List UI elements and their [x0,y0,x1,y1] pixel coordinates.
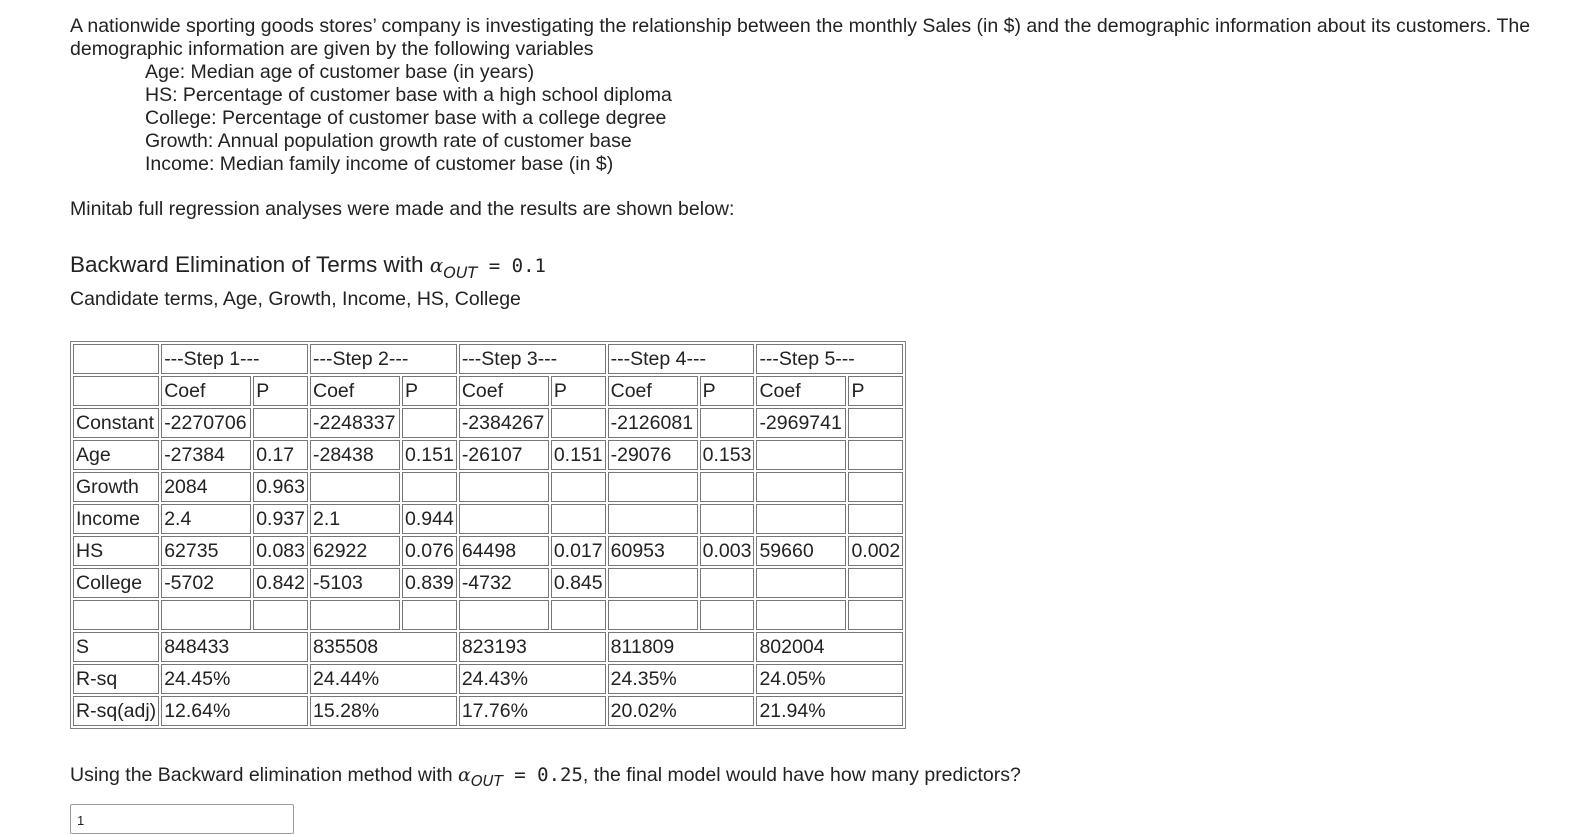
table-cell [73,600,159,630]
step-1-header: ---Step 1--- [161,344,308,374]
p-cell [700,504,755,534]
coef-cell: 62735 [161,536,251,566]
table-cell [73,344,159,374]
section-heading [70,252,546,282]
coef-cell: -2126081 [608,408,698,438]
p-cell: 0.076 [402,536,457,566]
coef-cell: -5702 [161,568,251,598]
table-cell [73,376,159,406]
table-cell [402,600,457,630]
coef-cell [608,504,698,534]
summary-cell: 15.28% [310,696,457,726]
table-row [73,536,903,566]
p-cell [848,504,903,534]
p-cell: 0.083 [253,536,308,566]
blank-row-group [73,600,903,630]
p-cell [551,408,606,438]
p-cell [848,440,903,470]
table-header-row [73,344,903,374]
table-cell [756,600,846,630]
candidate-terms: Candidate terms, Age, Growth, Income, HS, College [70,288,521,310]
table-row [73,696,903,726]
p-cell [700,408,755,438]
coef-cell: -26107 [459,440,549,470]
intro-text: A nationwide sporting goods stores’ company is investigating the relationship between the monthly Sales (in $) and the demographic information about its customers. The demographic information are given by the following variables [70,15,1531,60]
heading-text: Backward Elimination of Terms with [70,252,424,277]
p-cell [551,472,606,502]
coef-cell [756,504,846,534]
coef-label: Coef [459,376,549,406]
row-label: Growth [73,472,159,502]
row-label: R-sq(adj) [73,696,159,726]
p-cell: 0.002 [848,536,903,566]
table-row [73,600,903,630]
p-label: P [700,376,755,406]
summary-cell: 24.44% [310,664,457,694]
coef-cell [756,440,846,470]
alpha-symbol: α [458,764,471,786]
p-cell [848,568,903,598]
row-label: Age [73,440,159,470]
table-row [73,632,903,662]
p-cell: 0.944 [402,504,457,534]
question-prefix: Using the Backward elimination method with [70,764,453,786]
p-label: P [402,376,457,406]
p-cell: 0.842 [253,568,308,598]
alpha-subscript: OUT [443,263,478,282]
table-row [73,408,903,438]
table-row [73,568,903,598]
row-label: Constant [73,408,159,438]
variable-growth: Growth: Annual population growth rate of customer base [145,130,632,152]
step-2-header: ---Step 2--- [310,344,457,374]
question-suffix: , the final model would have how many predictors? [582,764,1021,786]
p-cell: 0.937 [253,504,308,534]
summary-rows [73,632,903,726]
p-cell [700,472,755,502]
summary-cell: 811809 [608,632,755,662]
p-label: P [848,376,903,406]
table-cell [700,600,755,630]
p-cell [848,472,903,502]
coef-cell [608,568,698,598]
step-3-header: ---Step 3--- [459,344,606,374]
table-cell [161,600,251,630]
coef-cell [608,472,698,502]
summary-cell: 802004 [756,632,903,662]
question [70,764,1021,790]
coef-cell [459,504,549,534]
minitab-text: Minitab full regression analyses were made and the results are shown below: [70,198,735,220]
row-label: Income [73,504,159,534]
coef-cell: 59660 [756,536,846,566]
p-cell [253,408,308,438]
table-subheader-row [73,376,903,406]
p-cell [402,472,457,502]
summary-cell: 20.02% [608,696,755,726]
p-cell: 0.151 [551,440,606,470]
row-label: R-sq [73,664,159,694]
coef-cell: -28438 [310,440,400,470]
p-cell: 0.003 [700,536,755,566]
p-cell [848,408,903,438]
coef-cell [459,472,549,502]
alpha-subscript: OUT [470,772,503,790]
p-cell: 0.017 [551,536,606,566]
summary-cell: 24.35% [608,664,755,694]
coef-label: Coef [161,376,251,406]
coef-label: Coef [608,376,698,406]
table-cell [551,600,606,630]
summary-cell: 24.05% [756,664,903,694]
coef-cell: -5103 [310,568,400,598]
summary-cell: 823193 [459,632,606,662]
summary-cell: 12.64% [161,696,308,726]
p-cell: 0.17 [253,440,308,470]
coef-cell: 2084 [161,472,251,502]
table-row [73,504,903,534]
coef-cell: -2969741 [756,408,846,438]
coef-cell: -2248337 [310,408,400,438]
table-row [73,472,903,502]
coef-cell: -29076 [608,440,698,470]
summary-cell: 17.76% [459,696,606,726]
coef-cell: -2384267 [459,408,549,438]
term-rows [73,408,903,598]
p-cell: 0.153 [700,440,755,470]
coef-cell: 60953 [608,536,698,566]
p-cell [700,568,755,598]
p-cell: 0.151 [402,440,457,470]
summary-cell: 21.94% [756,696,903,726]
row-label: S [73,632,159,662]
variable-college: College: Percentage of customer base with a college degree [145,107,667,129]
coef-label: Coef [310,376,400,406]
variable-age: Age: Median age of customer base (in years) [145,61,535,83]
table-cell [310,600,400,630]
table-cell [608,600,698,630]
table-cell [848,600,903,630]
summary-cell: 835508 [310,632,457,662]
p-cell: 0.963 [253,472,308,502]
summary-cell: 24.43% [459,664,606,694]
coef-cell: 64498 [459,536,549,566]
p-cell [551,504,606,534]
table-row [73,440,903,470]
step-5-header: ---Step 5--- [756,344,903,374]
coef-cell [310,472,400,502]
variable-list [145,61,1550,176]
coef-cell [756,472,846,502]
row-label: HS [73,536,159,566]
table-cell [459,600,549,630]
coef-cell: -4732 [459,568,549,598]
alpha-value: = 0.25 [502,764,583,786]
problem-intro [70,15,1550,176]
answer-input[interactable]: 1 [70,804,294,834]
table-row [73,664,903,694]
regression-table [70,341,906,729]
summary-cell: 24.45% [161,664,308,694]
p-cell [402,408,457,438]
coef-cell: -2270706 [161,408,251,438]
coef-cell: 2.1 [310,504,400,534]
p-label: P [253,376,308,406]
row-label: College [73,568,159,598]
step-4-header: ---Step 4--- [608,344,755,374]
coef-cell: -27384 [161,440,251,470]
table-cell [253,600,308,630]
alpha-value: = 0.1 [477,255,546,277]
coef-cell [756,568,846,598]
alpha-symbol: α [429,253,444,277]
p-cell: 0.839 [402,568,457,598]
coef-cell: 2.4 [161,504,251,534]
variable-income: Income: Median family income of customer base (in $) [145,153,614,175]
variable-hs: HS: Percentage of customer base with a high school diploma [145,84,672,106]
coef-cell: 62922 [310,536,400,566]
p-cell: 0.845 [551,568,606,598]
summary-cell: 848433 [161,632,308,662]
p-label: P [551,376,606,406]
coef-label: Coef [756,376,846,406]
